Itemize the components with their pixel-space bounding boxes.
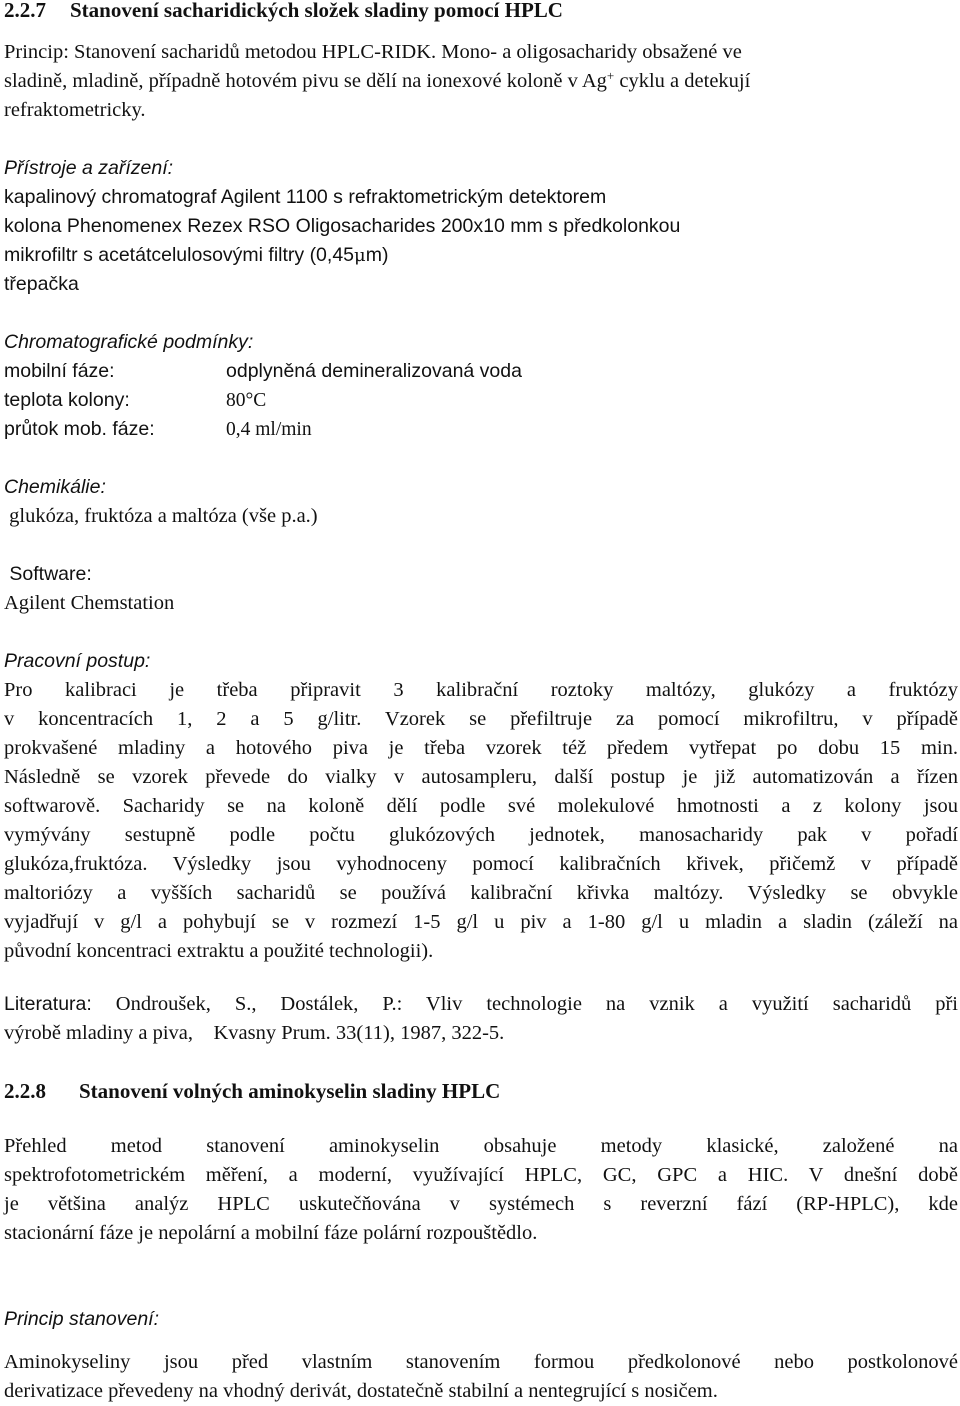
- instruments-block: [4, 154, 958, 299]
- condition-row: průtok mob. fáze: 0,4 ml/min: [4, 418, 312, 440]
- principle-line-1: Princip: Stanovení sacharidů metodou HPLC-RIDK. Mono- a oligosacharidy obsažené ve: [4, 41, 742, 63]
- overview-line: spektrofotometrickém měření, a moderní, využívající HPLC, GC, GPC a HIC. V dnešní době: [4, 1164, 958, 1186]
- literature-line-2: výrobě mladiny a piva, Kvasny Prum. 33(11), 1987, 322-5.: [4, 1022, 505, 1044]
- software-text: Agilent Chemstation: [4, 592, 175, 614]
- chemicals-heading: Chemikálie:: [4, 476, 106, 498]
- procedure-heading: Pracovní postup:: [4, 650, 151, 672]
- section-title: Stanovení sacharidických složek sladiny pomocí HPLC: [70, 0, 563, 22]
- instrument-item: kolona Phenomenex Rezex RSO Oligosacharides 200x10 mm s předkolonkou: [4, 215, 681, 237]
- condition-row: teplota kolony: 80°C: [4, 389, 267, 411]
- section-number: 2.2.7: [4, 0, 46, 22]
- software-heading: Software:: [4, 563, 92, 585]
- section-title: Stanovení volných aminokyselin sladiny HPLC: [79, 1079, 501, 1103]
- conditions-heading: Chromatografické podmínky:: [4, 331, 254, 353]
- instrument-item: mikrofiltr s acetátcelulosovými filtry (0,45μm): [4, 244, 389, 266]
- conditions-block: [4, 328, 958, 444]
- literature-block: [4, 990, 958, 1048]
- section-number: 2.2.8: [4, 1079, 46, 1103]
- literature-label: Literatura:: [4, 993, 92, 1015]
- principle-determination-line: derivatizace převedeny na vhodný derivát, dostatečně stabilní a nentegrující s nosičem.: [4, 1380, 718, 1402]
- instrument-item: kapalinový chromatograf Agilent 1100 s refraktometrickým detektorem: [4, 186, 607, 208]
- overview-paragraph: [4, 1132, 958, 1248]
- software-block: [4, 560, 958, 618]
- procedure-line: vymývány sestupně podle počtu glukózových jednotek, manosacharidy pak v pořadí: [4, 824, 958, 846]
- procedure-line: maltoriózy a vyšších sacharidů se používá kalibrační křivka maltózy. Výsledky se obvykle: [4, 882, 958, 904]
- procedure-line: Následně se vzorek převede do vialky v autosampleru, další postup je již automatizován a řízen: [4, 766, 958, 788]
- literature-line-1: Literatura: Ondroušek, S., Dostálek, P.: Vliv technologie na vznik a využití sacharidů při: [4, 993, 958, 1015]
- instruments-heading: Přístroje a zařízení:: [4, 157, 174, 179]
- overview-line: je většina analýz HPLC uskutečňována v systémech s reverzní fází (RP-HPLC), kde: [4, 1193, 958, 1215]
- chemicals-block: [4, 473, 958, 531]
- condition-row: mobilní fáze: odplyněná demineralizovaná voda: [4, 360, 522, 382]
- principle-line-2: sladině, mladině, případně hotovém pivu se dělí na ionexové koloně v Ag+ cyklu a detekují: [4, 68, 751, 92]
- procedure-line: v koncentracích 1, 2 a 5 g/litr. Vzorek se přefiltruje za pomocí mikrofiltru, v případě: [4, 708, 958, 730]
- procedure-line: původní koncentraci extraktu a použité technologii).: [4, 940, 434, 962]
- principle-determination-block: [4, 1305, 958, 1406]
- procedure-line: softwarově. Sacharidy se na koloně dělí podle své molekulové hmotnosti a z kolony jsou: [4, 795, 958, 817]
- section-heading-2-2-7: [4, 0, 958, 25]
- procedure-line: prokvašené mladiny a hotového piva je třeba vzorek též předem vytřepat po dobu 15 min.: [4, 737, 958, 759]
- instrument-item: třepačka: [4, 273, 79, 295]
- procedure-line: Pro kalibraci je třeba připravit 3 kalibrační roztoky maltózy, glukózy a fruktózy: [4, 679, 958, 701]
- spacer: [4, 1334, 958, 1348]
- chemicals-text: glukóza, fruktóza a maltóza (vše p.a.): [4, 505, 318, 527]
- overview-line: Přehled metod stanovení aminokyselin obsahuje metody klasické, založené na: [4, 1135, 958, 1157]
- procedure-block: [4, 647, 958, 966]
- principle-determination-heading: Princip stanovení:: [4, 1308, 160, 1330]
- section-heading-2-2-8: [4, 1077, 958, 1106]
- principle-determination-line: Aminokyseliny jsou před vlastním stanovením formou předkolonové nebo postkolonové: [4, 1351, 958, 1373]
- procedure-line: glukóza,fruktóza. Výsledky jsou vyhodnoceny pomocí kalibračních křivek, přičemž v případě: [4, 853, 958, 875]
- principle-paragraph: [4, 38, 958, 125]
- overview-line: stacionární fáze je nepolární a mobilní fáze polární rozpouštědlo.: [4, 1222, 538, 1244]
- principle-line-3: refraktometricky.: [4, 99, 146, 121]
- procedure-line: vyjadřují v g/l a pohybují se v rozmezí 1-5 g/l u piv a 1-80 g/l u mladin a sladin (záleží na: [4, 911, 958, 933]
